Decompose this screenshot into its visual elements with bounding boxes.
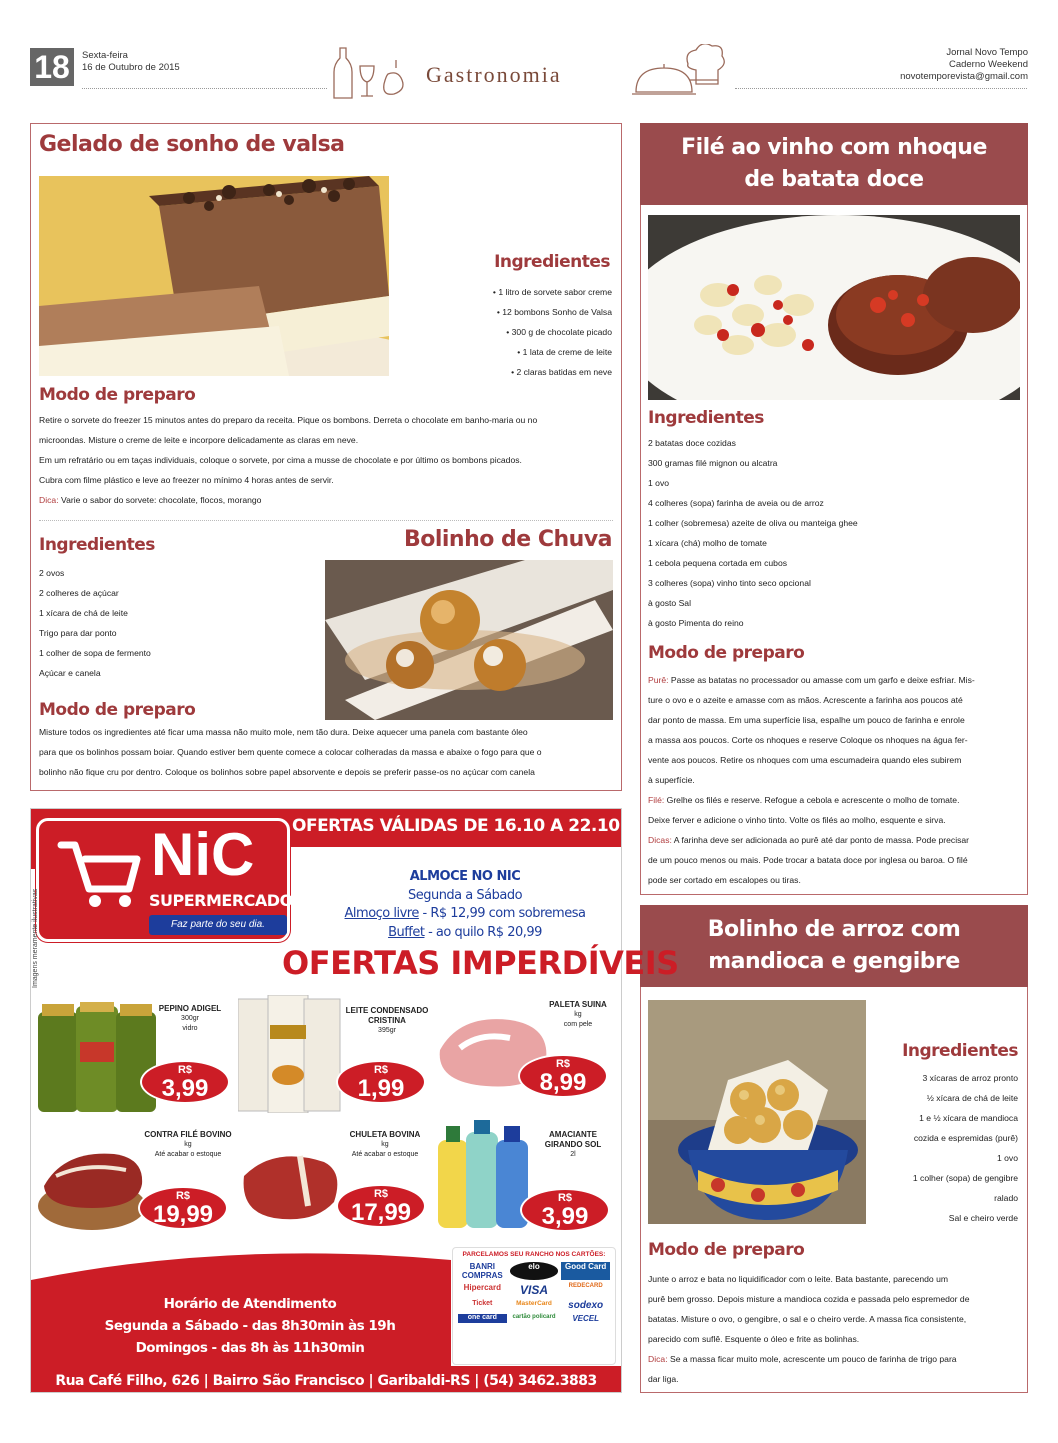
ingredient-item: • 300 g de chocolate picado [506, 327, 612, 337]
store-address: Rua Café Filho, 626 | Bairro São Francisco | Garibaldi-RS | (54) 3462.3883 [55, 1373, 597, 1389]
arroz-photo [648, 1000, 866, 1224]
price-tag: R$ 19,99 [138, 1186, 228, 1230]
divider [82, 88, 327, 89]
product-name: PEPINO ADIGEL 300gr vidro [158, 1004, 222, 1032]
ingredient-item: • 12 bombons Sonho de Valsa [496, 307, 612, 317]
bolinho-prep: Misture todos os ingredientes até ficar uma massa não muito mole, nem tão dura. Deixe aquecer uma panela com bastante óleo para que os bolinhos possam boiar. Quando estiver bem quente comece a colocar colheradas da massa e abaixe o fogo para que o bolinho não fique cru por dentro. Coloque os bolinhos sobre papel absorvente e depois se preferir passe-os no açúcar com canela [39, 727, 542, 777]
brand-sub: SUPERMERCADO [149, 891, 293, 910]
date: 16 de Outubro de 2015 [82, 62, 180, 73]
ingredient-item: • 2 claras batidas em neve [511, 367, 612, 377]
arroz-ingredients-heading: Ingredientes [902, 1041, 1018, 1061]
price-tag: R$ 1,99 [336, 1060, 426, 1104]
ingredient-item: • 1 lata de creme de leite [517, 347, 612, 357]
issue-date [82, 50, 180, 74]
ingredient-item: 1 xícara (chá) molho de tomate [648, 538, 767, 548]
bolinho-photo [325, 560, 613, 720]
gelado-ingredients-heading: Ingredientes [494, 252, 610, 272]
arroz-tip: Dica: Se a massa ficar muito mole, acrescente um pouco de farinha de trigo para [648, 1354, 957, 1364]
ingredient-item: ½ xícara de chá de leite [926, 1093, 1018, 1103]
ingredient-item: 1 colher (sobremesa) azeite de oliva ou manteiga ghee [648, 518, 858, 528]
gelado-prep: Retire o sorvete do freezer 15 minutos antes do preparo da receita. Pique os bombons. Derreta o chocolate em banho-maria ou no microondas. Misture o creme de leite e incorpore delicadamente as claras em neve. Em um refratário ou em taças individuais, coloque o sorvete, por cima a musse de chocolate e por último os bombons picados. Cubra com filme plástico e leve ao freezer no mínimo 4 horas antes de servir. Dica: Varie o sabor do sorvete: chocolate, flocos, morango [39, 410, 615, 510]
chuleta-image [240, 1146, 344, 1226]
ingredient-item: 2 colheres de açúcar [39, 588, 119, 598]
ad-validity: OFERTAS VÁLIDAS DE 16.10 A 22.10 [292, 816, 620, 836]
gelado-prep-heading: Modo de preparo [39, 385, 196, 405]
email-link[interactable]: novotemporevista@gmail.com [900, 71, 1028, 82]
ingredient-item: 1 ovo [648, 478, 670, 488]
gelado-tip: Dica: Varie o sabor do sorvete: chocolate, flocos, morango [39, 495, 262, 505]
file-ingredients [648, 433, 1020, 633]
brand-name: NiC [151, 821, 255, 888]
gelado-photo [39, 176, 389, 376]
product-name: LEITE CONDENSADO CRISTINA 395gr [345, 1006, 429, 1034]
divider [39, 520, 613, 521]
gelado-title: Gelado de sonho de valsa [39, 132, 345, 157]
weekday: Sexta-feira [82, 50, 128, 61]
product-name: AMACIANTE GIRANDO SOL 2l [544, 1130, 602, 1158]
section-title: Gastronomia [426, 62, 562, 87]
file-photo [648, 215, 1020, 400]
pickle-jars-image [36, 1002, 156, 1114]
ingredient-item: Sal e cheiro verde [948, 1213, 1018, 1223]
gelado-ingredients [390, 282, 612, 382]
ingredient-item: à gosto Sal [648, 598, 691, 608]
ingredient-item: Açúcar e canela [39, 668, 101, 678]
ingredient-item: 1 colher de sopa de fermento [39, 648, 151, 658]
price-tag: R$ 17,99 [336, 1184, 426, 1228]
brand-slogan: Faz parte do seu dia. [149, 915, 287, 935]
arroz-ingredients [866, 1068, 1018, 1228]
product-name: PALETA SUINA kg com pele [549, 1000, 607, 1028]
price-tag: R$ 8,99 [518, 1054, 608, 1098]
ingredient-item: ralado [994, 1193, 1018, 1203]
condensed-milk-image [238, 995, 342, 1113]
ingredient-item: 1 ovo [996, 1153, 1018, 1163]
product-name: CONTRA FILÉ BOVINO kg Até acabar o estoque [144, 1130, 232, 1158]
ingredient-item: à gosto Pimenta do reino [648, 618, 744, 628]
arroz-prep-heading: Modo de preparo [648, 1240, 805, 1260]
ingredient-item: 3 colheres (sopa) vinho tinto seco opcional [648, 578, 811, 588]
lunch-block: ALMOCE NO NIC Segunda a Sábado Almoço livre - R$ 12,99 com sobremesa Buffet - ao quilo R$ 20,99 [344, 869, 586, 940]
ingredient-item: 300 gramas filé mignon ou alcatra [648, 458, 778, 468]
ingredient-item: • 1 litro de sorvete sabor creme [492, 287, 612, 297]
ingredient-item: 2 batatas doce cozidas [648, 438, 736, 448]
arroz-title-banner: Bolinho de arroz com mandioca e gengibre [640, 905, 1028, 987]
ingredient-item: Trigo para dar ponto [39, 628, 117, 638]
file-ingredients-heading: Ingredientes [648, 408, 764, 428]
ingredient-item: 1 xícara de chá de leite [39, 608, 128, 618]
file-prep-heading: Modo de preparo [648, 643, 805, 663]
card-logos: BANRI COMPRAS elo Good Card Hipercard VISA REDECARD Ticket MasterCard sodexo one card cartão policard VECEL [453, 1258, 615, 1327]
ingredient-item: 1 e ½ xícara de mandioca [919, 1113, 1018, 1123]
chef-hat-icon [630, 44, 730, 102]
product-name: CHULETA BOVINA kg Até acabar o estoque [349, 1130, 421, 1158]
ad-side-note: Imagens meramente ilustrativas [32, 888, 39, 988]
price-tag: R$ 3,99 [140, 1060, 230, 1104]
price-tag: R$ 3,99 [520, 1188, 610, 1232]
bolinho-title: Bolinho de Chuva [403, 527, 612, 552]
steak-image [36, 1146, 148, 1232]
file-prep: Purê: Passe as batatas no processador ou amasse com um garfo e deixe esfriar. Mis- ture o ovo e o azeite e amasse com as mãos. Acrescente a farinha aos poucos até dar ponto de massa. Em uma superfície lisa, espalhe um pouco de farinha e enrole a massa aos poucos. Corte os nhoques e reserve Coloque os nhoques na água fer- vente aos poucos. Retire os nhoques com uma escumadeira quando eles subirem à superfície. Filé: Grelhe os filés e reserve. Refogue a cebola e acrescente o molho de tomate. Deixe ferver e adicione o vinho tinto. Volte os filés ao molho, esquente e sirva. Dicas: A farinha deve ser adicionada ao purê até dar ponto de massa. Pode precisar de um pouco menos ou mais. Pode trocar a batata doce por inglesa ou baroa. O filé pode ser cortado em escalopes ou tiras. [648, 675, 975, 885]
softener-bottles-image [436, 1118, 532, 1230]
cards-panel: PARCELAMOS SEU RANCHO NOS CARTÕES: BANRI COMPRAS elo Good Card Hipercard VISA REDECARD Ticket MasterCard sodexo one card cartão policard VECEL [452, 1247, 616, 1365]
wine-glass-icon [330, 44, 420, 102]
bolinho-ingredients [39, 563, 319, 683]
opening-hours: Horário de Atendimento Segunda a Sábado - das 8h30min às 19h Domingos - das 8h às 11h30min [104, 1296, 396, 1356]
ingredient-item: 2 ovos [39, 568, 65, 578]
ingredient-item: 1 colher (sopa) de gengibre [912, 1173, 1018, 1183]
bolinho-ingredients-heading: Ingredientes [39, 535, 155, 555]
nic-logo [36, 818, 293, 942]
ad-headline: OFERTAS IMPERDÍVEIS [282, 944, 679, 982]
shopping-cart-icon [55, 835, 145, 911]
page-number: 18 [30, 48, 74, 86]
ingredient-item: 1 cebola pequena cortada em cubos [648, 558, 788, 568]
arroz-prep: Junte o arroz e bata no liquidificador com o leite. Bata bastante, parecendo um purê bem grosso. Depois misture a mandioca cozida e passada pelo espremedor de batatas. Misture o ovo, o gengibre, o sal e o cheiro verde. A massa fica consistente, parecido com suflê. Esquente o óleo e frite as bolinhas. Dica: Se a massa ficar muito mole, acrescente um pouco de farinha de trigo para dar liga. [648, 1269, 1022, 1389]
masthead: Jornal Novo Tempo Caderno Weekend novotemporevista@gmail.com [900, 47, 1028, 82]
ingredient-item: 3 xícaras de arroz pronto [922, 1073, 1018, 1083]
ingredient-item: 4 colheres (sopa) farinha de aveia ou de arroz [648, 498, 824, 508]
divider [735, 88, 1027, 89]
bolinho-prep-heading: Modo de preparo [39, 700, 196, 720]
ingredient-item: cozida e espremidas (purê) [913, 1133, 1018, 1143]
file-title-banner: Filé ao vinho com nhoque de batata doce [640, 123, 1028, 205]
